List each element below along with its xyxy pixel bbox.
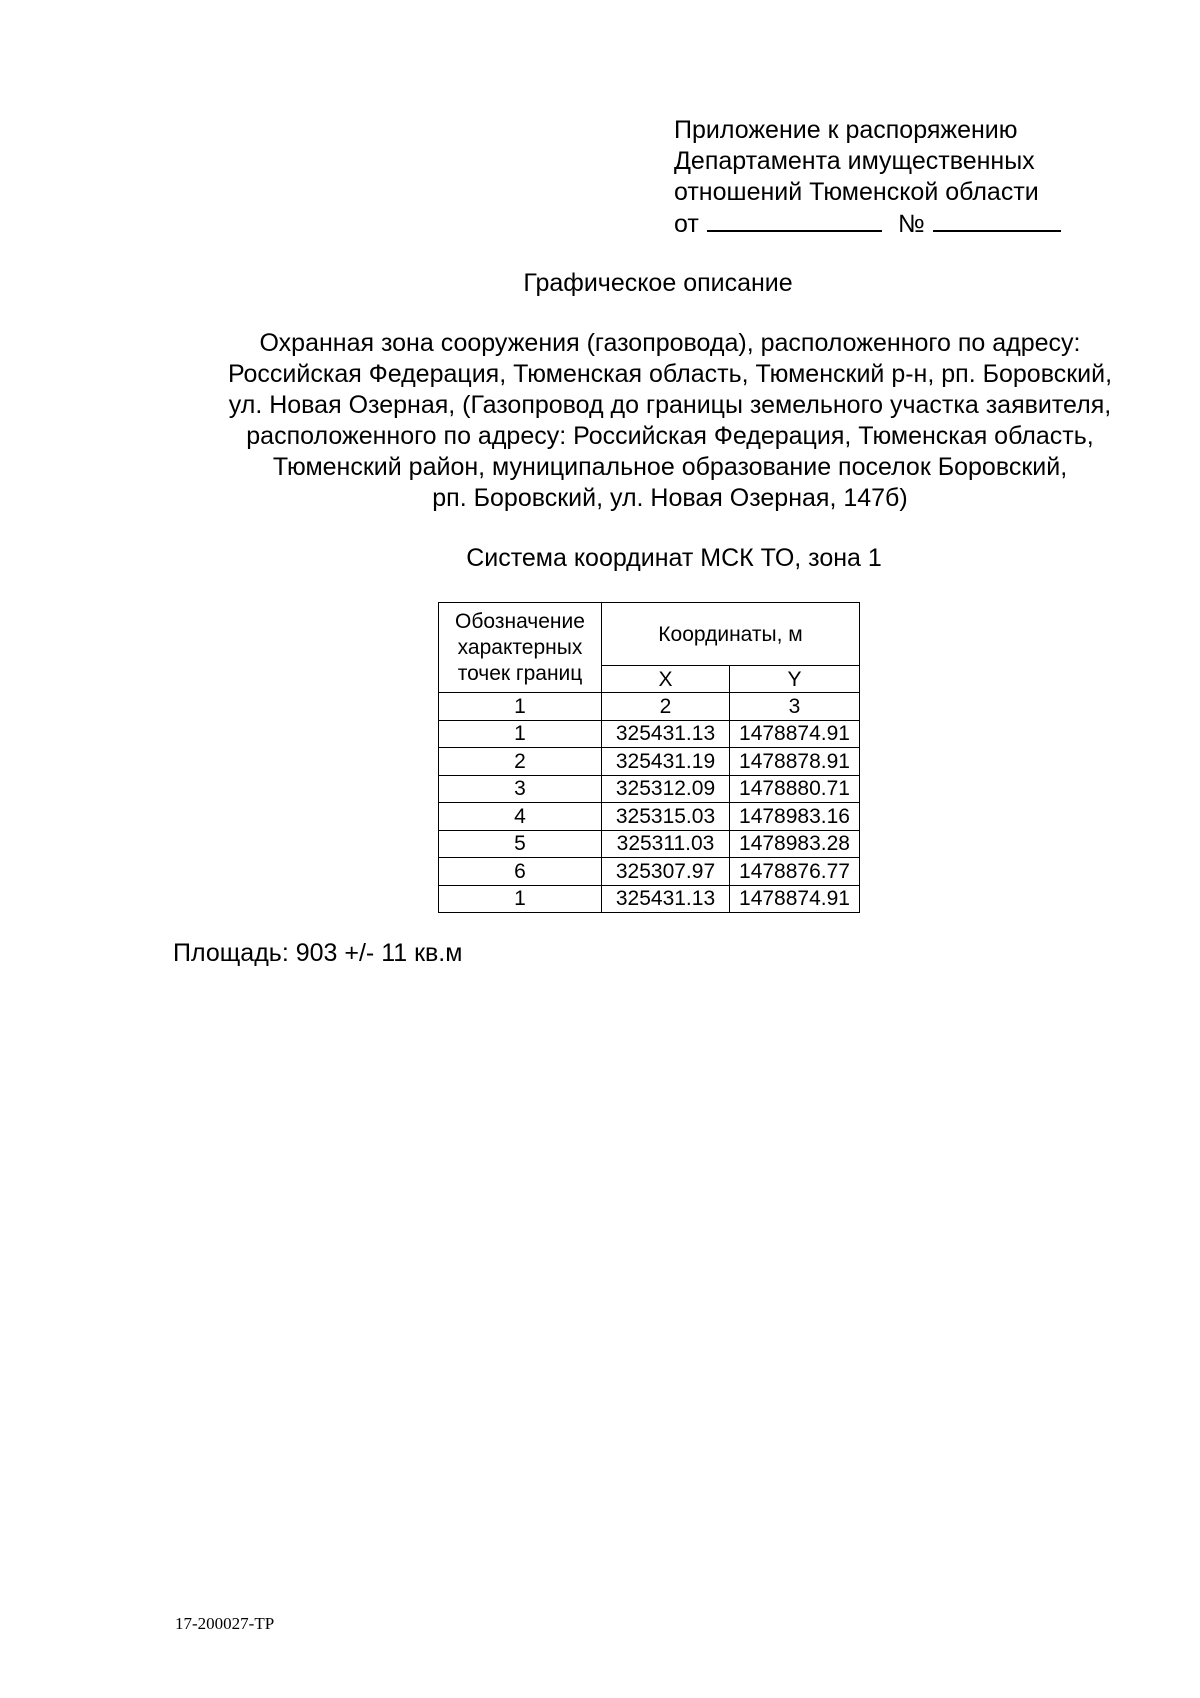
x-cell: 325431.13 [602,885,730,913]
description-line-4: расположенного по адресу: Российская Федерация, Тюменская область, [246,422,1094,450]
y-cell: 1478874.91 [730,885,860,913]
coordinates-table [438,602,860,913]
description-line-5: Тюменский район, муниципальное образование поселок Боровский, [272,453,1068,481]
date-prefix: от [674,210,699,238]
number-blank [933,208,1061,232]
x-cell: 325307.97 [602,858,730,886]
point-cell: 4 [439,803,602,831]
table-row [439,775,860,803]
x-cell: 325431.13 [602,720,730,748]
document-code: 17-200027-ТР [175,1614,275,1633]
header-coords-cell: Координаты, м [602,603,860,666]
area-statement: Площадь: 903 +/- 11 кв.м [173,939,463,967]
appendix-header [674,115,1061,240]
point-cell: 2 [439,748,602,776]
number-sign: № [897,210,925,238]
x-cell: 325312.09 [602,775,730,803]
appendix-header-line-2: Департамента имущественных [674,147,1035,175]
document-title: Графическое описание [523,269,793,297]
y-cell: 1478874.91 [730,720,860,748]
header-x-cell: X [602,666,730,693]
description-line-6: рп. Боровский, ул. Новая Озерная, 147б) [432,484,908,512]
header-points-cell: Обозначение характерных точек границ [439,603,602,693]
point-cell: 6 [439,858,602,886]
table-row [439,720,860,748]
description-line-2: Российская Федерация, Тюменская область, Тюменский р-н, рп. Боровский, [227,360,1113,388]
column-number-cell: 3 [730,693,860,721]
y-cell: 1478880.71 [730,775,860,803]
point-cell: 3 [439,775,602,803]
column-number-cell: 2 [602,693,730,721]
point-cell: 5 [439,830,602,858]
y-cell: 1478983.16 [730,803,860,831]
y-cell: 1478878.91 [730,748,860,776]
x-cell: 325315.03 [602,803,730,831]
point-cell: 1 [439,720,602,748]
appendix-header-line-3: отношений Тюменской области [674,178,1039,206]
zone-description [180,328,1160,514]
appendix-header-line-1: Приложение к распоряжению [674,116,1018,144]
coordinate-system-caption: Система координат МСК ТО, зона 1 [466,544,882,572]
x-cell: 325311.03 [602,830,730,858]
table-row [439,830,860,858]
description-line-3: ул. Новая Озерная, (Газопровод до границы земельного участка заявителя, [228,391,1112,419]
column-number-row [439,693,860,721]
date-number-line [674,208,1061,240]
table-row [439,858,860,886]
y-cell: 1478876.77 [730,858,860,886]
table-row [439,803,860,831]
x-cell: 325431.19 [602,748,730,776]
date-blank [707,208,882,232]
y-cell: 1478983.28 [730,830,860,858]
table-row [439,748,860,776]
header-y-cell: Y [730,666,860,693]
table-row [439,885,860,913]
description-line-1: Охранная зона сооружения (газопровода), расположенного по адресу: [259,329,1081,357]
point-cell: 1 [439,885,602,913]
column-number-cell: 1 [439,693,602,721]
